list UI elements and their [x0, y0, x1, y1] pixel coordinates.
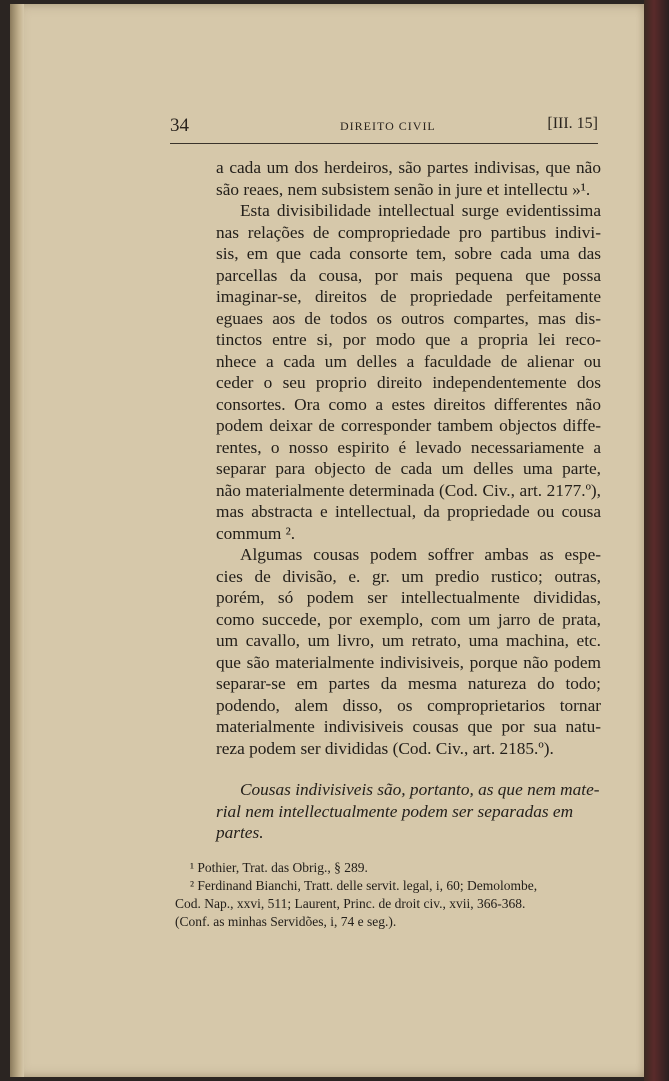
- text-line: separar para objecto de cada um delles uma parte,: [216, 459, 601, 478]
- text-line: como succede, por exemplo, com um jarro de prata,: [216, 609, 601, 629]
- body-text: [216, 157, 601, 759]
- text-line: eguaes aos de todos os outros compartes, mas dis-: [216, 308, 601, 328]
- text-line: a cada um dos herdeiros, são partes indivisas, que não: [216, 158, 601, 177]
- text-line: ceder o seu proprio direito independentemente dos: [216, 373, 601, 392]
- text-line: não materialmente determinada (Cod. Civ., art. 2177.º),: [216, 480, 601, 500]
- page-number: 34: [170, 115, 189, 136]
- text-line: são reaes, nem subsistem senão in jure et intellectu »¹.: [216, 179, 591, 199]
- text-line: sis, em que cada consorte tem, sobre cada uma das: [216, 244, 601, 263]
- text-line: porém, só podem ser intellectualmente divididas,: [216, 588, 601, 607]
- text-line: parcellas da cousa, por mais pequena que possa: [216, 265, 601, 285]
- text-line: um cavallo, um livro, um retrato, uma machina, etc.: [216, 631, 601, 650]
- section-reference: [III. 15]: [547, 115, 598, 132]
- text-line: reza podem ser divididas (Cod. Civ., art. 2185.º).: [216, 738, 554, 758]
- running-title: DIREITO CIVIL: [340, 119, 436, 133]
- summary-line: rial nem intellectualmente podem ser separadas em partes.: [216, 801, 574, 842]
- text-line: nas relações de compropriedade pro partibus indivi-: [216, 222, 601, 242]
- footnote-line: Cod. Nap., xxvi, 511; Laurent, Princ. de droit civ., xvii, 366-368.: [175, 896, 526, 911]
- text-line: rentes, o nosso espirito é levado necessariamente a: [216, 437, 601, 457]
- footnote-line: ² Ferdinand Bianchi, Tratt. delle servit. legal, i, 60; Demolombe,: [190, 878, 538, 893]
- text-line: materialmente indivisiveis cousas que por sua natu-: [216, 717, 601, 736]
- text-line: commum ².: [216, 523, 296, 543]
- text-line: tinctos entre si, por modo que a propria lei reco-: [216, 330, 601, 349]
- text-line: nhece a cada um delles a faculdade de alienar ou: [216, 351, 601, 371]
- summary-paragraph: [216, 779, 601, 844]
- footnote-line: ¹ Pothier, Trat. das Obrig., § 289.: [190, 860, 368, 875]
- text-line: consortes. Ora como a estes direitos differentes não: [216, 394, 601, 414]
- text-line: Algumas cousas podem soffrer ambas as espe-: [240, 545, 601, 564]
- text-line: mas abstracta e intellectual, da propriedade ou cousa: [216, 502, 601, 521]
- book-spine-shadow: [10, 4, 24, 1077]
- text-line: que são materialmente indivisiveis, porque não podem: [216, 652, 601, 672]
- text-line: Esta divisibilidade intellectual surge evidentissima: [240, 201, 601, 220]
- running-header: [170, 115, 598, 144]
- book-cover-edge: [644, 0, 669, 1081]
- text-line: cies de divisão, e. gr. um predio rustico; outras,: [216, 566, 601, 586]
- text-line: podendo, alem disso, os comproprietarios tornar: [216, 695, 601, 715]
- footnote-line: (Conf. as minhas Servidões, i, 74 e seg.).: [175, 914, 397, 929]
- text-line: separar-se em partes da mesma natureza do todo;: [216, 674, 601, 693]
- summary-line: Cousas indivisiveis são, portanto, as que nem mate-: [240, 780, 600, 799]
- text-line: podem deixar de corresponder tambem objectos diffe-: [216, 416, 601, 435]
- footnotes: [175, 859, 609, 931]
- text-line: imaginar-se, direitos de propriedade perfeitamente: [216, 287, 601, 306]
